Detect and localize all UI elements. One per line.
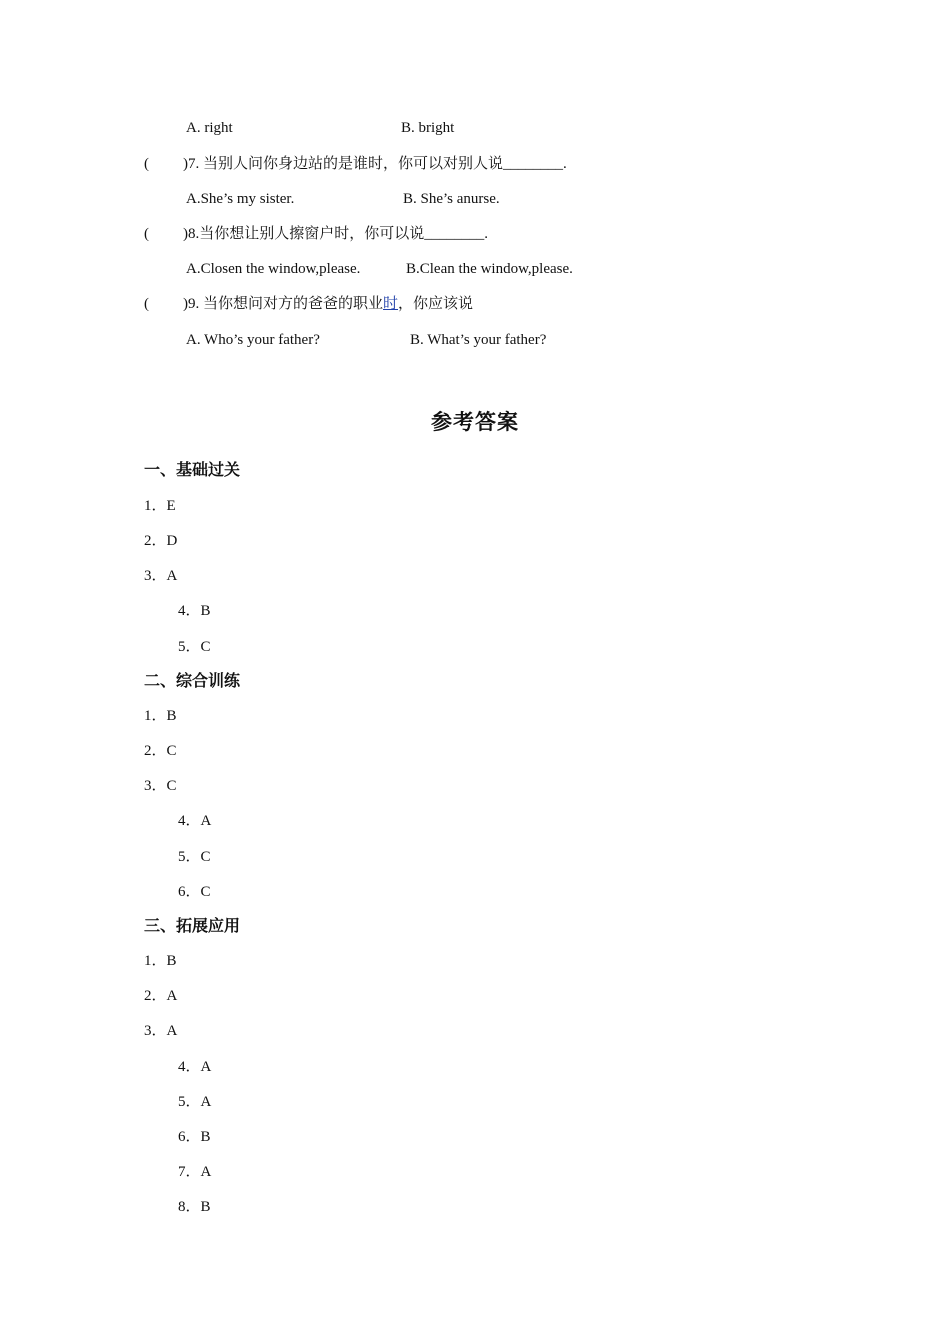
q7-option-a: A.She’s my sister. — [186, 191, 295, 207]
answer-item: 2．A — [144, 988, 178, 1004]
answer-item: 3．C — [144, 778, 177, 794]
answer-item: 2．C — [144, 743, 177, 759]
q6-option-a: A. right — [186, 120, 233, 136]
answer-item: 7．A — [178, 1164, 212, 1180]
answer-item: 5．C — [178, 639, 211, 655]
q7-option-b: B. She’s anurse. — [403, 191, 500, 207]
q9-question-link[interactable]: 时 — [383, 296, 399, 312]
section-heading-comprehensive: 二、综合训练 — [144, 673, 241, 690]
q9-paren-open: ( — [144, 296, 149, 312]
q8-paren-open: ( — [144, 226, 149, 242]
answer-item: 3．A — [144, 1023, 178, 1039]
answer-item: 5．C — [178, 849, 211, 865]
q6-option-b: B. bright — [401, 120, 455, 136]
q9-option-a: A. Who’s your father? — [186, 332, 320, 348]
answer-item: 4．A — [178, 1059, 212, 1075]
q8-option-b: B.Clean the window,please. — [406, 261, 573, 277]
answer-item: 8．B — [178, 1199, 211, 1215]
answer-item: 1．E — [144, 498, 176, 514]
answer-item: 5．A — [178, 1094, 212, 1110]
q9-question — [183, 294, 473, 314]
answer-item: 3．A — [144, 568, 178, 584]
q7-paren-open: ( — [144, 156, 149, 172]
answer-item: 1．B — [144, 708, 177, 724]
q9-option-b: B. What’s your father? — [410, 332, 547, 348]
q9-question-text-after: ，你应该说 — [398, 296, 474, 312]
answer-item: 4．B — [178, 603, 211, 619]
answer-item: 6．C — [178, 884, 211, 900]
answer-item: 4．A — [178, 813, 212, 829]
q7-question: )7. 当别人问你身边站的是谁时，你可以对别人说________. — [183, 156, 567, 172]
section-heading-extension: 三、拓展应用 — [144, 918, 241, 935]
answer-item: 2．D — [144, 533, 178, 549]
answer-key-title: 参考答案 — [431, 410, 519, 434]
answer-item: 6．B — [178, 1129, 211, 1145]
answer-item: 1．B — [144, 953, 177, 969]
section-heading-basic: 一、基础过关 — [144, 462, 241, 479]
q9-question-text-before: )9. 当你想问对方的爸爸的职业 — [183, 296, 383, 312]
q8-question: )8.当你想让别人擦窗户时，你可以说________. — [183, 226, 488, 242]
q8-option-a: A.Closen the window,please. — [186, 261, 361, 277]
